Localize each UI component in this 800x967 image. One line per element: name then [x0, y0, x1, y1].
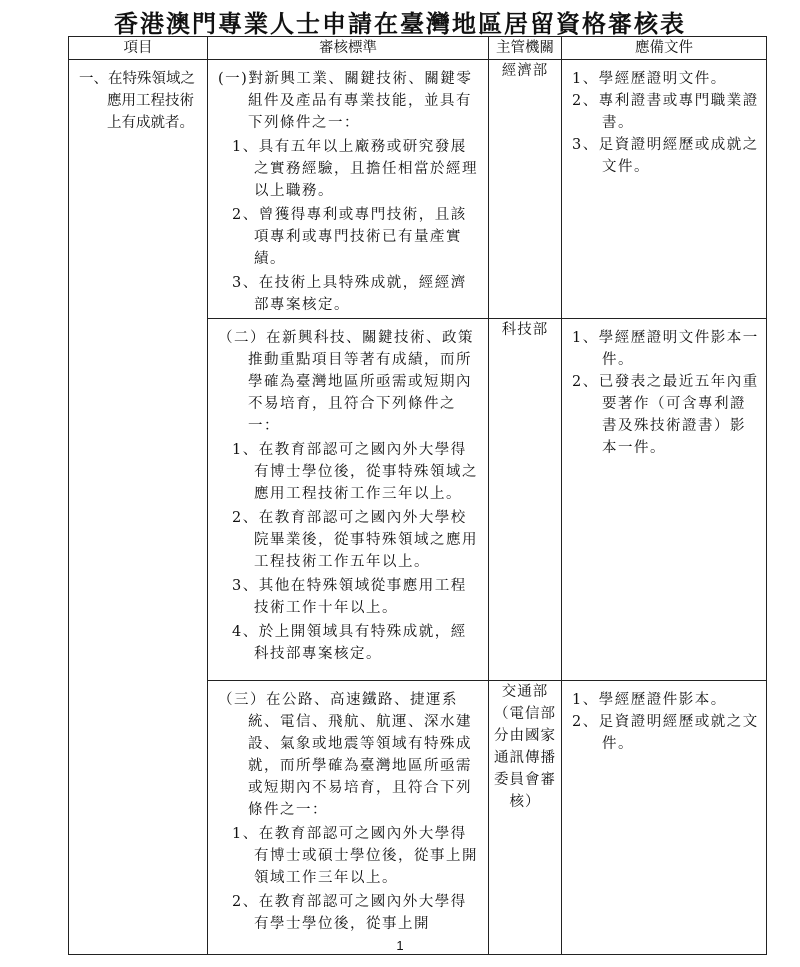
condition-item: 3、其他在特殊領域從事應用工程技術工作十年以上。: [232, 578, 467, 616]
document-item: 3、足資證明經歷或成就之文件。: [572, 137, 759, 175]
criteria-heading: [218, 68, 482, 134]
criteria-heading: [218, 327, 482, 437]
condition-item: 2、曾獲得專利或專門技術，且該項專利或專門技術已有量產實績。: [232, 207, 467, 267]
criteria-text: 在公路、高速鐵路、捷運系統、電信、飛航、航運、深水建設、氣象或地震等領域有特殊成就，而所學確為臺灣地區所亟需或短期內不易培育，且符合下列條件之一：: [248, 692, 472, 818]
condition-item: 3、在技術上具特殊成就，經經濟部專案核定。: [232, 275, 467, 313]
page-number: 1: [396, 938, 404, 953]
documents-cell: [562, 681, 767, 955]
document-item: 2、已發表之最近五年內重要著作（可含專利證書及殊技術證書）影本一件。: [572, 374, 759, 456]
header-item: 項目: [69, 37, 208, 60]
criteria-cell: [208, 319, 489, 681]
document-item: 2、足資證明經歷或就之文件。: [572, 714, 759, 752]
review-table: [68, 36, 767, 955]
criteria-label: （三）: [218, 692, 266, 708]
item-line: 一、在特殊領域之: [79, 71, 195, 87]
table-row: [69, 60, 767, 319]
item-line: 應用工程技術: [107, 93, 194, 109]
document-item: 1、學經歷證件影本。: [572, 692, 727, 708]
agency-cell: 經濟部: [489, 60, 562, 319]
condition-item: 1、在教育部認可之國內外大學得有博士學位後，從事特殊領域之應用工程技術工作三年以上。: [232, 442, 478, 502]
condition-item: 4、於上開領域具有特殊成就，經科技部專案核定。: [232, 624, 467, 662]
criteria-text: 對新興工業、關鍵技術、關鍵零組件及產品有專業技能，並具有下列條件之一：: [248, 71, 473, 131]
document-title: 香港澳門專業人士申請在臺灣地區居留資格審核表: [114, 9, 686, 38]
condition-item: 2、在教育部認可之國內外大學得有學士學位後，從事上開: [232, 894, 467, 932]
criteria-label: (一): [218, 71, 249, 87]
criteria-cell: [208, 681, 489, 955]
condition-item: 1、在教育部認可之國內外大學得有博士或碩士學位後，從事上開領域工作三年以上。: [232, 826, 478, 886]
condition-item: 1、具有五年以上廠務或研究發展之實務經驗，且擔任相當於經理以上職務。: [232, 139, 478, 199]
item-cell: [69, 60, 208, 955]
criteria-cell: [208, 60, 489, 319]
agency-cell: 科技部: [489, 319, 562, 681]
table-header-row: [69, 37, 767, 60]
documents-cell: [562, 60, 767, 319]
agency-cell: 交通部（電信部分由國家通訊傳播委員會審核）: [489, 681, 562, 955]
header-documents: 應備文件: [562, 37, 767, 60]
item-line: 上有成就者。: [107, 115, 194, 131]
document-item: 1、學經歷證明文件。: [572, 71, 727, 87]
documents-cell: [562, 319, 767, 681]
criteria-text: 在新興科技、關鍵技術、政策推動重點項目等著有成績，而所學確為臺灣地區所亟需或短期內不易培育，且符合下列條件之一：: [248, 330, 474, 434]
document-item: 2、專利證書或專門職業證書。: [572, 93, 759, 131]
header-criteria: 審核標準: [208, 37, 489, 60]
document-item: 1、學經歷證明文件影本一件。: [572, 330, 759, 368]
criteria-heading: [218, 689, 482, 821]
condition-item: 2、在教育部認可之國內外大學校院畢業後，從事特殊領域之應用工程技術工作五年以上。: [232, 510, 478, 570]
header-agency: 主管機關: [489, 37, 562, 60]
criteria-label: （二）: [218, 330, 266, 346]
